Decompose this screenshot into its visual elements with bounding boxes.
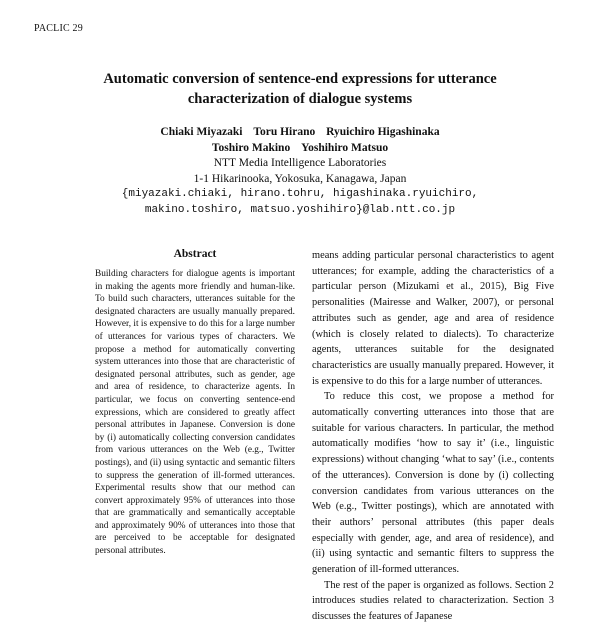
body-paragraph-1: means adding particular personal characteristics to agent utterances; for example, adding the characteristics of a particular person (Mizukami et al., 2015), Big Five personalities (Mairesse and Walker, 2007), or personal attributes such as gender, age and area of residence (which is closely related to dialects). To characterize agents, utterances suitable for the designated characteristics are usually manually prepared. However, it is expensive to do this for a large number of utterances. <box>312 250 554 387</box>
left-column <box>95 248 295 558</box>
author-row-1 <box>0 125 600 141</box>
right-column <box>312 248 554 625</box>
email-line-1: {miyazaki.chiaki, hirano.tohru, higashinaka.ryuichiro, <box>121 188 479 200</box>
running-header: PACLIC 29 <box>34 23 83 34</box>
author-block <box>0 125 600 218</box>
address: 1-1 Hikarinooka, Yokosuka, Kanagawa, Japan <box>193 172 407 185</box>
title-line-1: Automatic conversion of sentence-end expressions for utterance <box>103 71 497 87</box>
title-line-2: characterization of dialogue systems <box>187 91 413 107</box>
body-paragraph-2: To reduce this cost, we propose a method for automatically converting utterances into those that are suitable for various characters. In particular, the method automatically modifies ‘how to say it’ (i.e., linguistic expressions) without changing ‘what to say’ (i.e., contents of the utterances). Conversion is done by (i) collecting conversion candidates from various utterances on the Web (e.g., Twitter postings), which are annotated with their authors’ personal attributes (this paper deals especially with gender, age, and area of residence), and (ii) using syntactic and semantic filters to suppress the generation of ill-formed utterances. <box>312 391 554 576</box>
paper-title <box>0 69 600 109</box>
email-line-2: makino.toshiro, matsuo.yoshihiro}@lab.ntt.co.jp <box>144 203 456 216</box>
body-paragraph-3: The rest of the paper is organized as follows. Section 2 introduces studies related to characterization. Section 3 discusses the features of Japanese <box>312 579 554 623</box>
author-name: Toru Hirano <box>253 126 316 138</box>
abstract-heading: Abstract <box>173 248 217 260</box>
author-name: Yoshihiro Matsuo <box>301 141 389 154</box>
author-row-2 <box>0 141 600 157</box>
affiliation: NTT Media Intelligence Laboratories <box>213 157 387 169</box>
author-name: Ryuichiro Higashinaka <box>326 126 440 138</box>
author-name: Chiaki Miyazaki <box>160 126 243 138</box>
abstract-body: Building characters for dialogue agents is important in making the agents more friendly and human-like. To build such characters, utterances suitable for the designated characters are usually manually prepared. However, it is expensive to do this for a large number of utterances for various types of characters. We propose a method for automatically converting system utterances into those that are characteristic of designated personal attributes, such as gender, age and area of residence, to characterize agents. In particular, we focus on converting sentence-end expressions, which are considered to greatly affect personal attributes in Japanese. Conversion is done by (i) automatically collecting conversion candidates from various utterances on the Web (e.g., Twitter postings), and (ii) using syntactic and semantic filters to suppress the generation of ill-formed utterances. Experimental results show that our method can convert approximately 95% of utterances into those that are grammatically and semantically acceptable and approximately 90% of utterances into those that are perceived to be acceptable for designated personal attributes. <box>95 269 295 557</box>
author-name: Toshiro Makino <box>211 141 291 154</box>
